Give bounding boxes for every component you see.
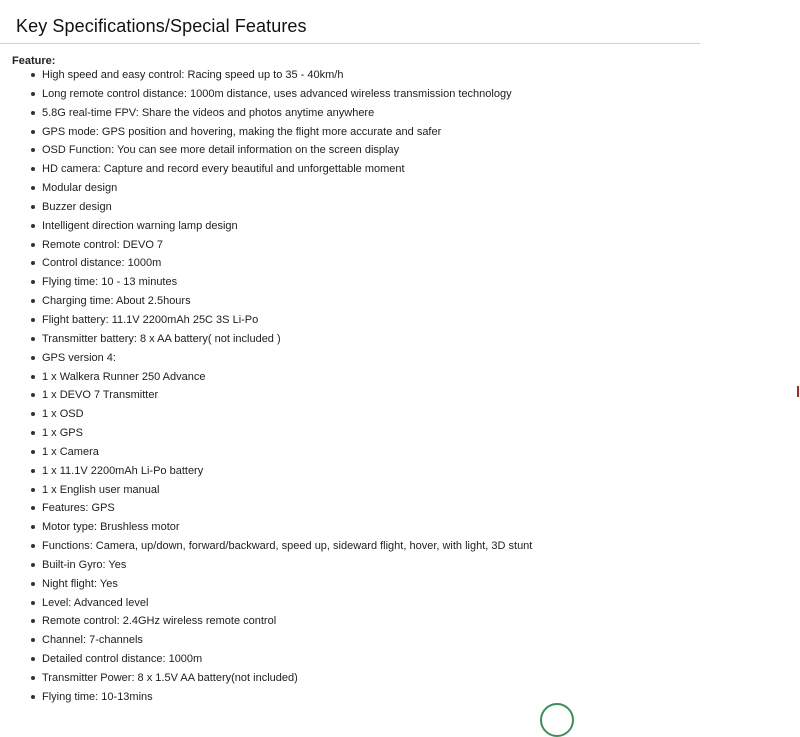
bullet-icon <box>31 224 35 228</box>
feature-text: GPS mode: GPS position and hovering, making the flight more accurate and safer <box>42 125 442 138</box>
title-divider <box>0 43 700 44</box>
feature-text: Transmitter Power: 8 x 1.5V AA battery(not included) <box>42 672 298 684</box>
feature-list-item <box>29 180 532 199</box>
feature-list-item <box>29 519 532 538</box>
feature-text: Control distance: 1000m <box>42 257 162 270</box>
bullet-icon <box>31 205 35 209</box>
feature-list-item <box>29 651 532 670</box>
feature-list-item <box>29 124 532 143</box>
bullet-icon <box>31 186 35 190</box>
bullet-icon <box>31 695 35 699</box>
feature-text: 5.8G real-time FPV: Share the videos and photos anytime anywhere <box>42 106 375 119</box>
feature-list-item <box>29 237 532 256</box>
feature-text: Intelligent direction warning lamp design <box>42 219 238 232</box>
bullet-icon <box>31 92 35 96</box>
feature-list-item <box>29 632 532 651</box>
section-title: Key Specifications/Special Features <box>16 16 307 36</box>
bullet-icon <box>31 299 35 303</box>
feature-list-item <box>29 595 532 614</box>
feature-text: High speed and easy control: Racing speed up to 35 - 40km/h <box>42 69 344 81</box>
feature-list-item <box>29 218 532 237</box>
feature-text: Features: GPS <box>42 502 115 515</box>
bullet-icon <box>31 73 35 77</box>
feature-list-item <box>29 67 532 86</box>
bullet-icon <box>31 318 35 322</box>
feature-list-item <box>29 576 532 595</box>
feature-list-item <box>29 406 532 425</box>
bullet-icon <box>31 167 35 171</box>
bullet-icon <box>31 412 35 416</box>
bullet-icon <box>31 130 35 134</box>
feature-text: HD camera: Capture and record every beautiful and unforgettable moment <box>42 163 405 176</box>
feature-text: 1 x Walkera Runner 250 Advance <box>42 370 206 383</box>
feature-list-item <box>29 274 532 293</box>
feature-text: Remote control: DEVO 7 <box>42 238 164 251</box>
bullet-icon <box>31 450 35 454</box>
bullet-icon <box>31 525 35 529</box>
feature-list-item <box>29 312 532 331</box>
feature-text: OSD Function: You can see more detail information on the screen display <box>42 144 400 157</box>
corner-widget-edge <box>540 703 574 737</box>
feature-list-item <box>29 444 532 463</box>
bullet-icon <box>31 469 35 473</box>
feature-list-item <box>29 425 532 444</box>
bullet-icon <box>31 676 35 680</box>
feature-text: Channel: 7-channels <box>42 634 143 647</box>
feature-text: Modular design <box>42 182 118 195</box>
bullet-icon <box>31 544 35 548</box>
bullet-icon <box>31 280 35 284</box>
bullet-icon <box>31 356 35 360</box>
feature-list-item <box>29 500 532 519</box>
bullet-icon <box>31 261 35 265</box>
feature-list-item <box>29 161 532 180</box>
feature-list-item <box>29 613 532 632</box>
feature-text: Buzzer design <box>42 200 112 213</box>
feature-heading: Feature: <box>12 55 56 67</box>
bullet-icon <box>31 148 35 152</box>
feature-text: Night flight: Yes <box>42 577 118 590</box>
feature-list-item <box>29 293 532 312</box>
bullet-icon <box>31 563 35 567</box>
feature-list-item <box>29 369 532 388</box>
feature-text: Detailed control distance: 1000m <box>42 653 203 666</box>
feature-text: Flying time: 10-13mins <box>42 690 153 703</box>
bullet-icon <box>31 506 35 510</box>
feature-text: 1 x English user manual <box>42 483 160 496</box>
bullet-icon <box>31 582 35 586</box>
bullet-icon <box>31 638 35 642</box>
feature-text: Flying time: 10 - 13 minutes <box>42 276 178 289</box>
bullet-icon <box>31 337 35 341</box>
feature-text: 1 x OSD <box>42 408 84 421</box>
bullet-icon <box>31 393 35 397</box>
feature-list-item <box>29 86 532 105</box>
feature-text: Motor type: Brushless motor <box>42 521 180 534</box>
feature-text: Level: Advanced level <box>42 596 149 609</box>
feature-text: GPS version 4: <box>42 351 116 364</box>
feature-list-item <box>29 463 532 482</box>
feature-list-item <box>29 255 532 274</box>
feature-text: 1 x Camera <box>42 445 99 458</box>
bullet-icon <box>31 488 35 492</box>
feature-text: Functions: Camera, up/down, forward/backward, speed up, sideward flight, hover, with light, 3D stunt <box>42 540 533 553</box>
bullet-icon <box>31 243 35 247</box>
feature-text: Flight battery: 11.1V 2200mAh 25C 3S Li-Po <box>42 313 259 326</box>
feature-list-item <box>29 199 532 218</box>
feature-text: 1 x GPS <box>42 427 83 440</box>
feature-list-item <box>29 482 532 501</box>
feature-list-item <box>29 105 532 124</box>
feature-text: Built-in Gyro: Yes <box>42 558 127 571</box>
bullet-icon <box>31 431 35 435</box>
bullet-icon <box>31 111 35 115</box>
feature-list-item <box>29 387 532 406</box>
bullet-icon <box>31 619 35 623</box>
edge-mark <box>797 386 799 397</box>
feature-text: Long remote control distance: 1000m distance, uses advanced wireless transmission technology <box>42 87 512 100</box>
feature-list-item <box>29 689 532 708</box>
feature-list-item <box>29 331 532 350</box>
feature-list-item <box>29 557 532 576</box>
bullet-icon <box>31 657 35 661</box>
feature-list <box>29 67 532 708</box>
feature-text: Charging time: About 2.5hours <box>42 295 191 308</box>
feature-list-item <box>29 142 532 161</box>
feature-text: 1 x 11.1V 2200mAh Li-Po battery <box>42 464 204 477</box>
feature-list-item <box>29 670 532 689</box>
feature-list-item <box>29 538 532 557</box>
bullet-icon <box>31 375 35 379</box>
feature-text: Transmitter battery: 8 x AA battery( not included ) <box>42 332 281 345</box>
feature-text: 1 x DEVO 7 Transmitter <box>42 389 159 402</box>
feature-list-item <box>29 350 532 369</box>
bullet-icon <box>31 601 35 605</box>
feature-text: Remote control: 2.4GHz wireless remote control <box>42 615 277 628</box>
